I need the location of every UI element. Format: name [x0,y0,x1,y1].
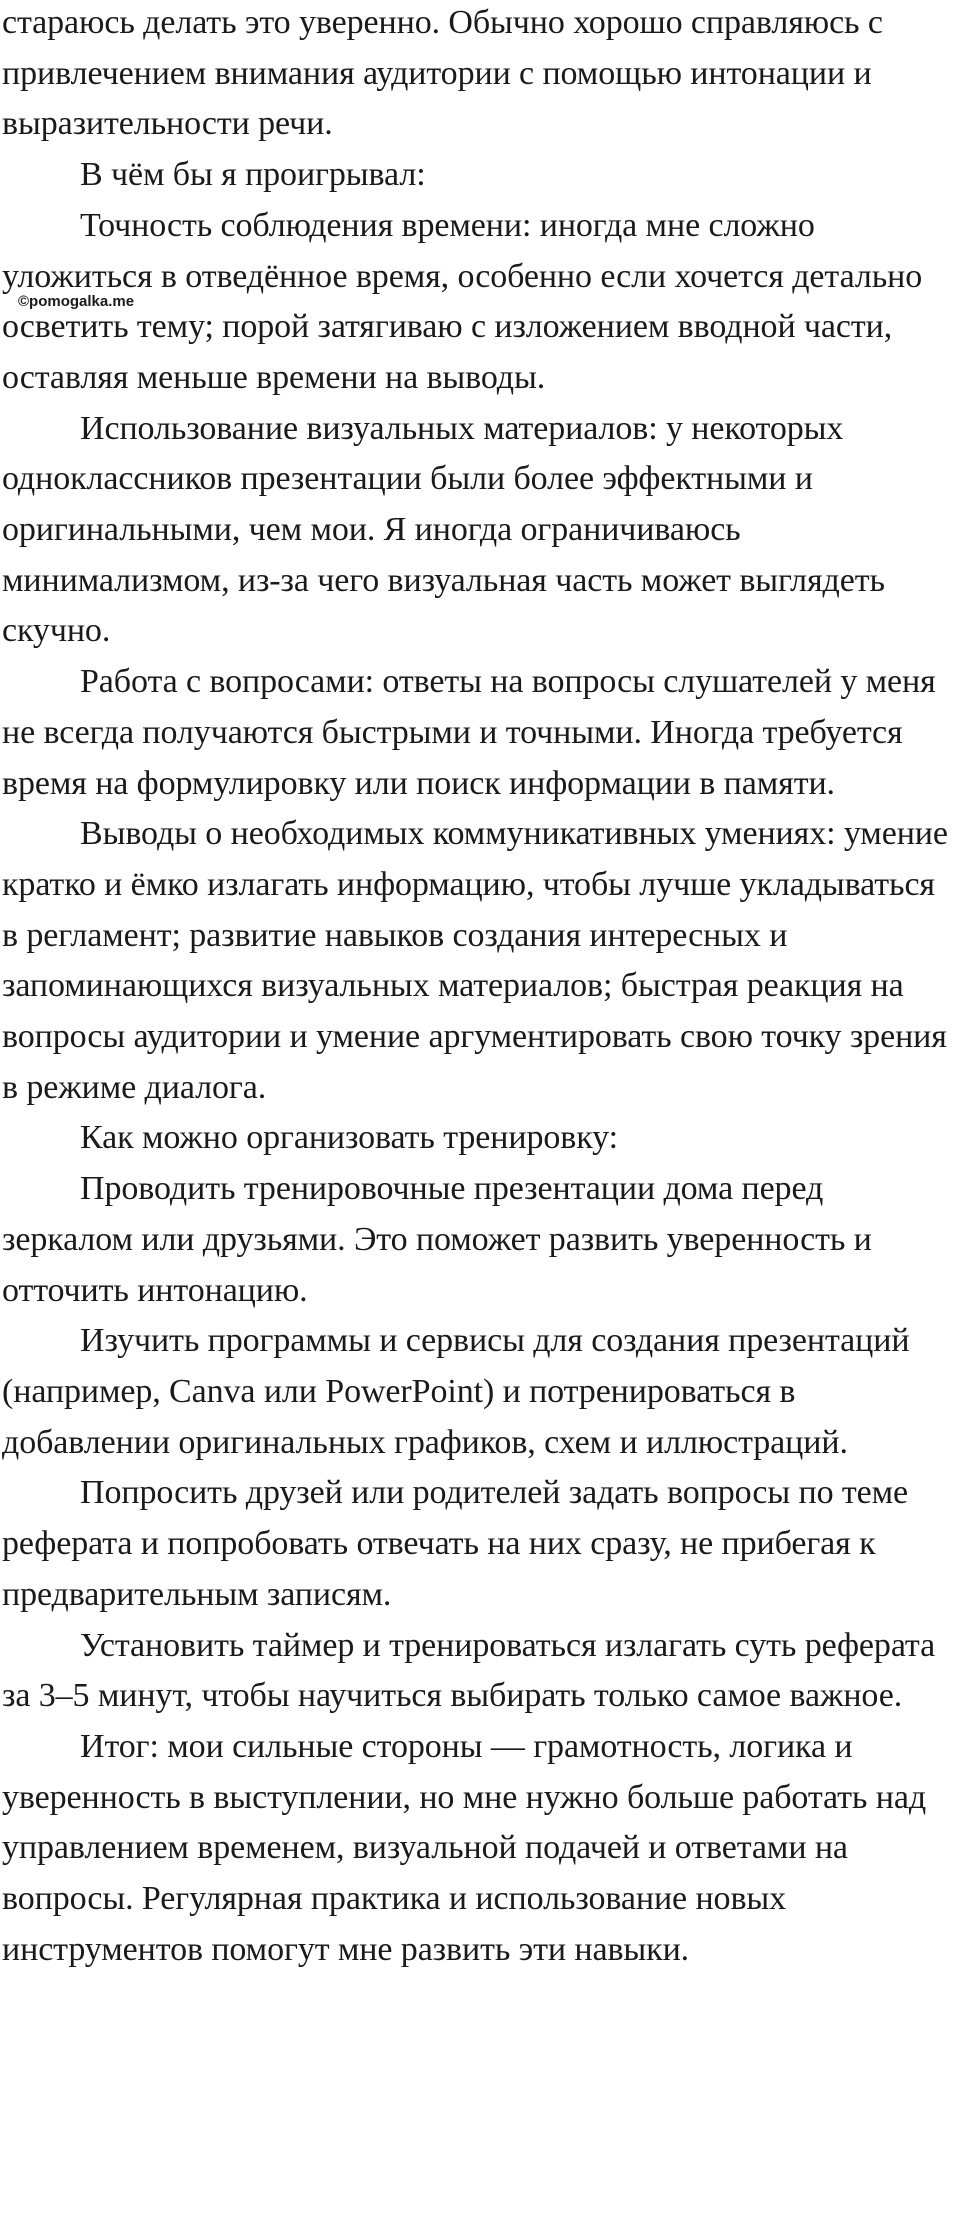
paragraph: Изучить программы и сервисы для создания презентаций (например, Canva или PowerPoint) и потренироваться в добавлении оригинальных графиков, схем и иллюстраций. [2,1322,910,1461]
watermark-label: ©pomogalka.me [18,293,135,310]
paragraph: Попросить друзей или родителей задать вопросы по теме реферата и попробовать отвечать на них сразу, не прибегая к предварительным записям. [2,1474,909,1613]
paragraph: Использование визуальных материалов: у некоторых одноклассников презентации были более эффектными и оригинальными, чем мои. Я иногда ограничиваюсь минимализмом, из-за чего визуальная часть может выглядеть скучно. [2,409,885,650]
paragraph: Работа с вопросами: ответы на вопросы слушателей у меня не всегда получаются быстрыми и точными. Иногда требуется время на формулировку или поиск информации в памяти. [2,663,936,802]
document-body [2,0,954,1975]
paragraph: стараюсь делать это уверенно. Обычно хорошо справляюсь с привлечением внимания аудитории с помощью интонации и выразительности речи. [2,4,883,143]
paragraph: Проводить тренировочные презентации дома перед зеркалом или друзьями. Это поможет развить уверенность и отточить интонацию. [2,1170,872,1309]
section-heading: В чём бы я проигрывал: [80,156,426,194]
paragraph: Выводы о необходимых коммуникативных умениях: умение кратко и ёмко излагать информацию, чтобы лучше укладываться в регламент; развитие навыков создания интересных и запоминающихся визуальных материалов; быстрая реакция на вопросы аудитории и умение аргументировать свою точку зрения в режиме диалога. [2,815,948,1106]
section-heading: Как можно организовать тренировку: [80,1119,618,1157]
paragraph: Итог: мои сильные стороны — грамотность, логика и уверенность в выступлении, но мне нужно больше работать над управлением временем, визуальной подачей и ответами на вопросы. Регулярная практика и использование новых инструментов помогут мне развить эти навыки. [2,1727,927,1968]
paragraph: Установить таймер и тренироваться излагать суть реферата за 3–5 минут, чтобы научиться выбирать только самое важное. [2,1626,936,1715]
paragraph: Точность соблюдения времени: иногда мне сложно уложиться в отведённое время, особенно если хочется детально осветить тему; порой затягиваю с изложением вводной части, оставляя меньше времени на выводы. [2,206,923,396]
